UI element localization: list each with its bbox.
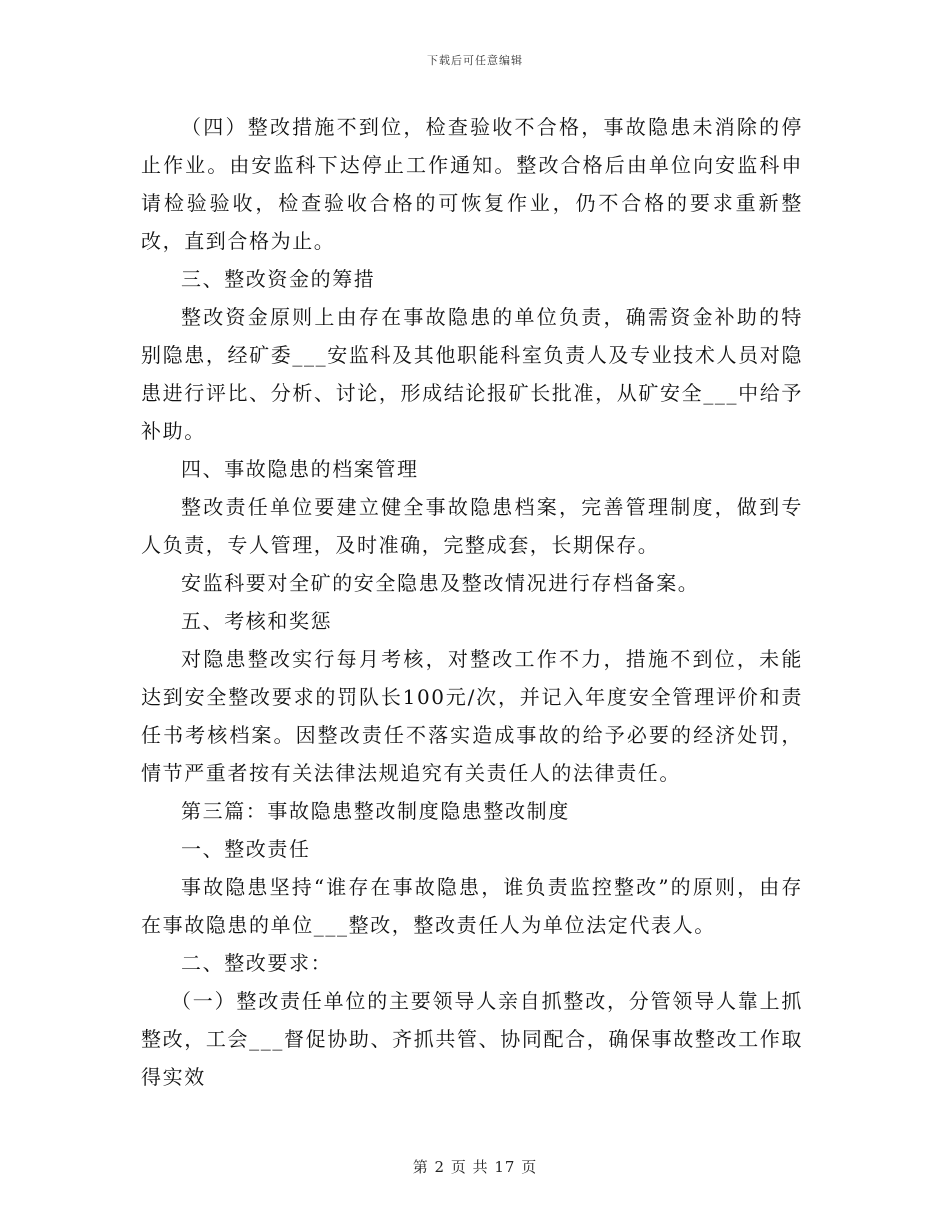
paragraph-funding: 整改资金原则上由存在事故隐患的单位负责，确需资金补助的特别隐患，经矿委___安监科及其他职能科室负责人及专业技术人员对隐患进行评比、分析、讨论，形成结论报矿长批准，从矿安全___中给予补助。 [141,305,803,443]
section-heading-responsibility: 一、整改责任 [181,837,311,861]
paragraph-rectification-step-4: （四）整改措施不到位，检查验收不合格，事故隐患未消除的停止作业。由安监科下达停止工作通知。整改合格后由单位向安监科申请检验验收，检查验收合格的可恢复作业，仍不合格的要求重新整改，直到合格为止。 [141,115,803,253]
section-heading-funding: 三、整改资金的筹措 [181,267,376,291]
section-heading-requirements: 二、整改要求： [181,951,333,975]
paragraph-archive-filing: 安监科要对全矿的安全隐患及整改情况进行存档备案。 [181,571,700,595]
section-heading-assessment: 五、考核和奖惩 [181,609,333,633]
paragraph-archive: 整改责任单位要建立健全事故隐患档案，完善管理制度，做到专人负责，专人管理，及时准确，完整成套，长期保存。 [141,495,803,557]
paragraph-requirement-1: （一）整改责任单位的主要领导人亲自抓整改，分管领导人靠上抓整改，工会___督促协助、齐抓共管、协同配合，确保事故整改工作取得实效 [141,989,803,1089]
section-heading-archive: 四、事故隐患的档案管理 [181,457,419,481]
paragraph-responsibility: 事故隐患坚持“谁存在事故隐患，谁负责监控整改”的原则，由存在事故隐患的单位___整改，整改责任人为单位法定代表人。 [141,875,803,937]
chapter-title-part-3: 第三篇：事故隐患整改制度隐患整改制度 [181,799,570,823]
paragraph-assessment: 对隐患整改实行每月考核，对整改工作不力，措施不到位，未能达到安全整改要求的罚队长100元/次，并记入年度安全管理评价和责任书考核档案。因整改责任不落实造成事故的给予必要的经济处罚，情节严重者按有关法律法规追究有关责任人的法律责任。 [141,647,803,785]
document-body [141,108,803,1096]
page-header-note: 下载后可任意编辑 [427,54,523,67]
page-number: 第 2 页 共 17 页 [412,1158,538,1176]
